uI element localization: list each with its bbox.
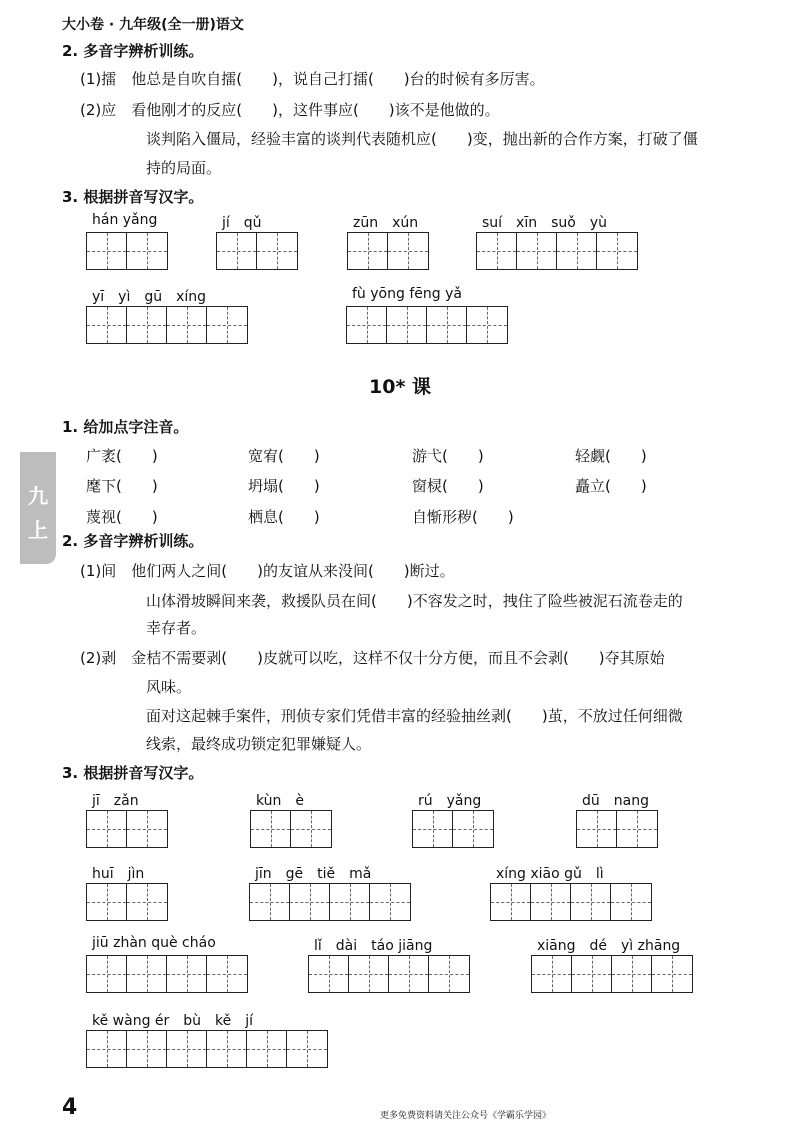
writing-cell[interactable]	[612, 956, 652, 992]
writing-cell[interactable]	[370, 884, 410, 920]
p2-grid-10[interactable]	[86, 1030, 328, 1068]
writing-cell[interactable]	[330, 884, 370, 920]
p2-pinyin-7: jiū zhàn què cháo	[92, 935, 216, 951]
writing-cell[interactable]	[87, 307, 127, 343]
writing-cell[interactable]	[453, 811, 493, 847]
p2-q2-line2: 山体滑坡瞬间来袭，救援队员在间( )不容发之时，拽住了险些被泥石流卷走的	[146, 592, 683, 610]
p2-q2-title: 2. 多音字辨析训练。	[62, 532, 204, 550]
writing-cell[interactable]	[387, 307, 427, 343]
writing-cell[interactable]	[532, 956, 572, 992]
writing-cell[interactable]	[207, 307, 247, 343]
p2-q2-line1: (1)间 他们两人之间( )的友谊从来没间( )断过。	[80, 562, 455, 580]
writing-cell[interactable]	[167, 956, 207, 992]
p1-pinyin-5: fù yōng fēng yǎ	[352, 286, 462, 302]
p2-pinyin-9: xiāng dé yì zhāng	[537, 938, 681, 954]
p1-grid-0[interactable]	[86, 232, 168, 270]
p2-pinyin-0: jī zǎn	[92, 793, 139, 809]
writing-cell[interactable]	[127, 884, 167, 920]
writing-cell[interactable]	[517, 233, 557, 269]
writing-cell[interactable]	[251, 811, 291, 847]
p1-q2-line4: 持的局面。	[146, 159, 222, 177]
writing-cell[interactable]	[557, 233, 597, 269]
writing-cell[interactable]	[87, 956, 127, 992]
p2-pinyin-5: jīn gē tiě mǎ	[255, 866, 372, 882]
writing-cell[interactable]	[349, 956, 389, 992]
p2-grid-6[interactable]	[490, 883, 652, 921]
phonetic-item: 窗棂( )	[412, 477, 484, 495]
p2-q2-line7: 线索，最终成功锁定犯罪嫌疑人。	[146, 735, 372, 753]
p2-grid-9[interactable]	[531, 955, 693, 993]
p2-grid-1[interactable]	[250, 810, 332, 848]
writing-cell[interactable]	[477, 233, 517, 269]
p2-grid-3[interactable]	[576, 810, 658, 848]
writing-cell[interactable]	[388, 233, 428, 269]
p1-q2-line2: (2)应 看他刚才的反应( )，这件事应( )该不是他做的。	[80, 101, 500, 119]
page-header: 大小卷 · 九年级(全一册)语文	[62, 17, 244, 33]
writing-cell[interactable]	[247, 1031, 287, 1067]
lesson-title: 10* 课	[369, 376, 431, 398]
p1-pinyin-0: hán yǎng	[92, 212, 158, 228]
p1-grid-4[interactable]	[86, 306, 248, 344]
phonetic-item: 栖息( )	[248, 508, 320, 526]
writing-cell[interactable]	[571, 884, 611, 920]
writing-cell[interactable]	[127, 1031, 167, 1067]
p2-grid-8[interactable]	[308, 955, 470, 993]
p1-pinyin-3: suí xīn suǒ yù	[482, 215, 607, 231]
p2-pinyin-6: xíng xiāo gǔ lì	[496, 866, 604, 882]
writing-cell[interactable]	[87, 884, 127, 920]
phonetic-item: 麾下( )	[86, 477, 158, 495]
p2-grid-7[interactable]	[86, 955, 248, 993]
writing-cell[interactable]	[413, 811, 453, 847]
writing-cell[interactable]	[597, 233, 637, 269]
writing-cell[interactable]	[207, 1031, 247, 1067]
writing-cell[interactable]	[287, 1031, 327, 1067]
p2-pinyin-8: lǐ dài táo jiāng	[314, 938, 433, 954]
p2-q2-line5: 风味。	[146, 678, 192, 696]
writing-cell[interactable]	[531, 884, 571, 920]
phonetic-item: 宽宥( )	[248, 447, 320, 465]
writing-cell[interactable]	[291, 811, 331, 847]
p2-q1-title: 1. 给加点字注音。	[62, 418, 189, 436]
phonetic-item: 坍塌( )	[248, 477, 320, 495]
writing-cell[interactable]	[127, 811, 167, 847]
writing-cell[interactable]	[87, 233, 127, 269]
p1-q2-line3: 谈判陷入僵局，经验丰富的谈判代表随机应( )变，抛出新的合作方案，打破了僵	[146, 130, 698, 148]
writing-cell[interactable]	[467, 307, 507, 343]
p2-pinyin-2: rú yǎng	[418, 793, 482, 809]
p2-q2-line6: 面对这起棘手案件，刑侦专家们凭借丰富的经验抽丝剥( )茧，不放过任何细微	[146, 707, 683, 725]
writing-cell[interactable]	[348, 233, 388, 269]
p2-grid-5[interactable]	[249, 883, 411, 921]
p2-pinyin-3: dū nang	[582, 793, 649, 809]
writing-cell[interactable]	[207, 956, 247, 992]
page-number: 4	[62, 1095, 78, 1120]
p1-grid-3[interactable]	[476, 232, 638, 270]
writing-cell[interactable]	[167, 1031, 207, 1067]
writing-cell[interactable]	[127, 307, 167, 343]
writing-cell[interactable]	[611, 884, 651, 920]
p1-q2-line1: (1)擂 他总是自吹自擂( )，说自己打擂( )台的时候有多厉害。	[80, 70, 545, 88]
p1-pinyin-1: jí qǔ	[222, 215, 262, 231]
phonetic-item: 蔑视( )	[86, 508, 158, 526]
p2-grid-2[interactable]	[412, 810, 494, 848]
side-tab-char2: 上	[28, 518, 48, 542]
writing-cell[interactable]	[427, 307, 467, 343]
p1-pinyin-4: yī yì gū xíng	[92, 289, 207, 305]
writing-cell[interactable]	[167, 307, 207, 343]
p1-pinyin-2: zūn xún	[353, 215, 419, 231]
p2-grid-0[interactable]	[86, 810, 168, 848]
p2-pinyin-1: kùn è	[256, 793, 305, 809]
p2-pinyin-4: huī jìn	[92, 866, 145, 882]
writing-cell[interactable]	[389, 956, 429, 992]
writing-cell[interactable]	[257, 233, 297, 269]
writing-cell[interactable]	[217, 233, 257, 269]
writing-cell[interactable]	[429, 956, 469, 992]
footer-note: 更多免费资料请关注公众号《学霸乐学园》	[380, 1111, 552, 1121]
writing-cell[interactable]	[572, 956, 612, 992]
p2-q2-line4: (2)剥 金桔不需要剥( )皮就可以吃，这样不仅十分方便，而且不会剥( )夺其原始	[80, 649, 665, 667]
writing-cell[interactable]	[127, 956, 167, 992]
phonetic-item: 轻觑( )	[575, 447, 647, 465]
writing-cell[interactable]	[491, 884, 531, 920]
p2-q3-title: 3. 根据拼音写汉字。	[62, 764, 204, 782]
writing-cell[interactable]	[617, 811, 657, 847]
phonetic-item: 自惭形秽( )	[412, 508, 514, 526]
p2-grid-4[interactable]	[86, 883, 168, 921]
writing-cell[interactable]	[347, 307, 387, 343]
writing-cell[interactable]	[250, 884, 290, 920]
writing-cell[interactable]	[652, 956, 692, 992]
writing-cell[interactable]	[127, 233, 167, 269]
p1-q3-title: 3. 根据拼音写汉字。	[62, 188, 204, 206]
p1-grid-1[interactable]	[216, 232, 298, 270]
p1-grid-2[interactable]	[347, 232, 429, 270]
writing-cell[interactable]	[309, 956, 349, 992]
side-tab	[20, 452, 56, 564]
p2-q2-line3: 幸存者。	[146, 619, 207, 637]
writing-cell[interactable]	[87, 1031, 127, 1067]
side-tab-char1: 九	[28, 484, 48, 508]
p1-q2-title: 2. 多音字辨析训练。	[62, 42, 204, 60]
writing-cell[interactable]	[87, 811, 127, 847]
phonetic-item: 矗立( )	[575, 477, 647, 495]
writing-cell[interactable]	[290, 884, 330, 920]
phonetic-item: 游弋( )	[412, 447, 484, 465]
phonetic-item: 广袤( )	[86, 447, 158, 465]
writing-cell[interactable]	[577, 811, 617, 847]
p2-pinyin-10: kě wàng ér bù kě jí	[92, 1013, 254, 1029]
p1-grid-5[interactable]	[346, 306, 508, 344]
